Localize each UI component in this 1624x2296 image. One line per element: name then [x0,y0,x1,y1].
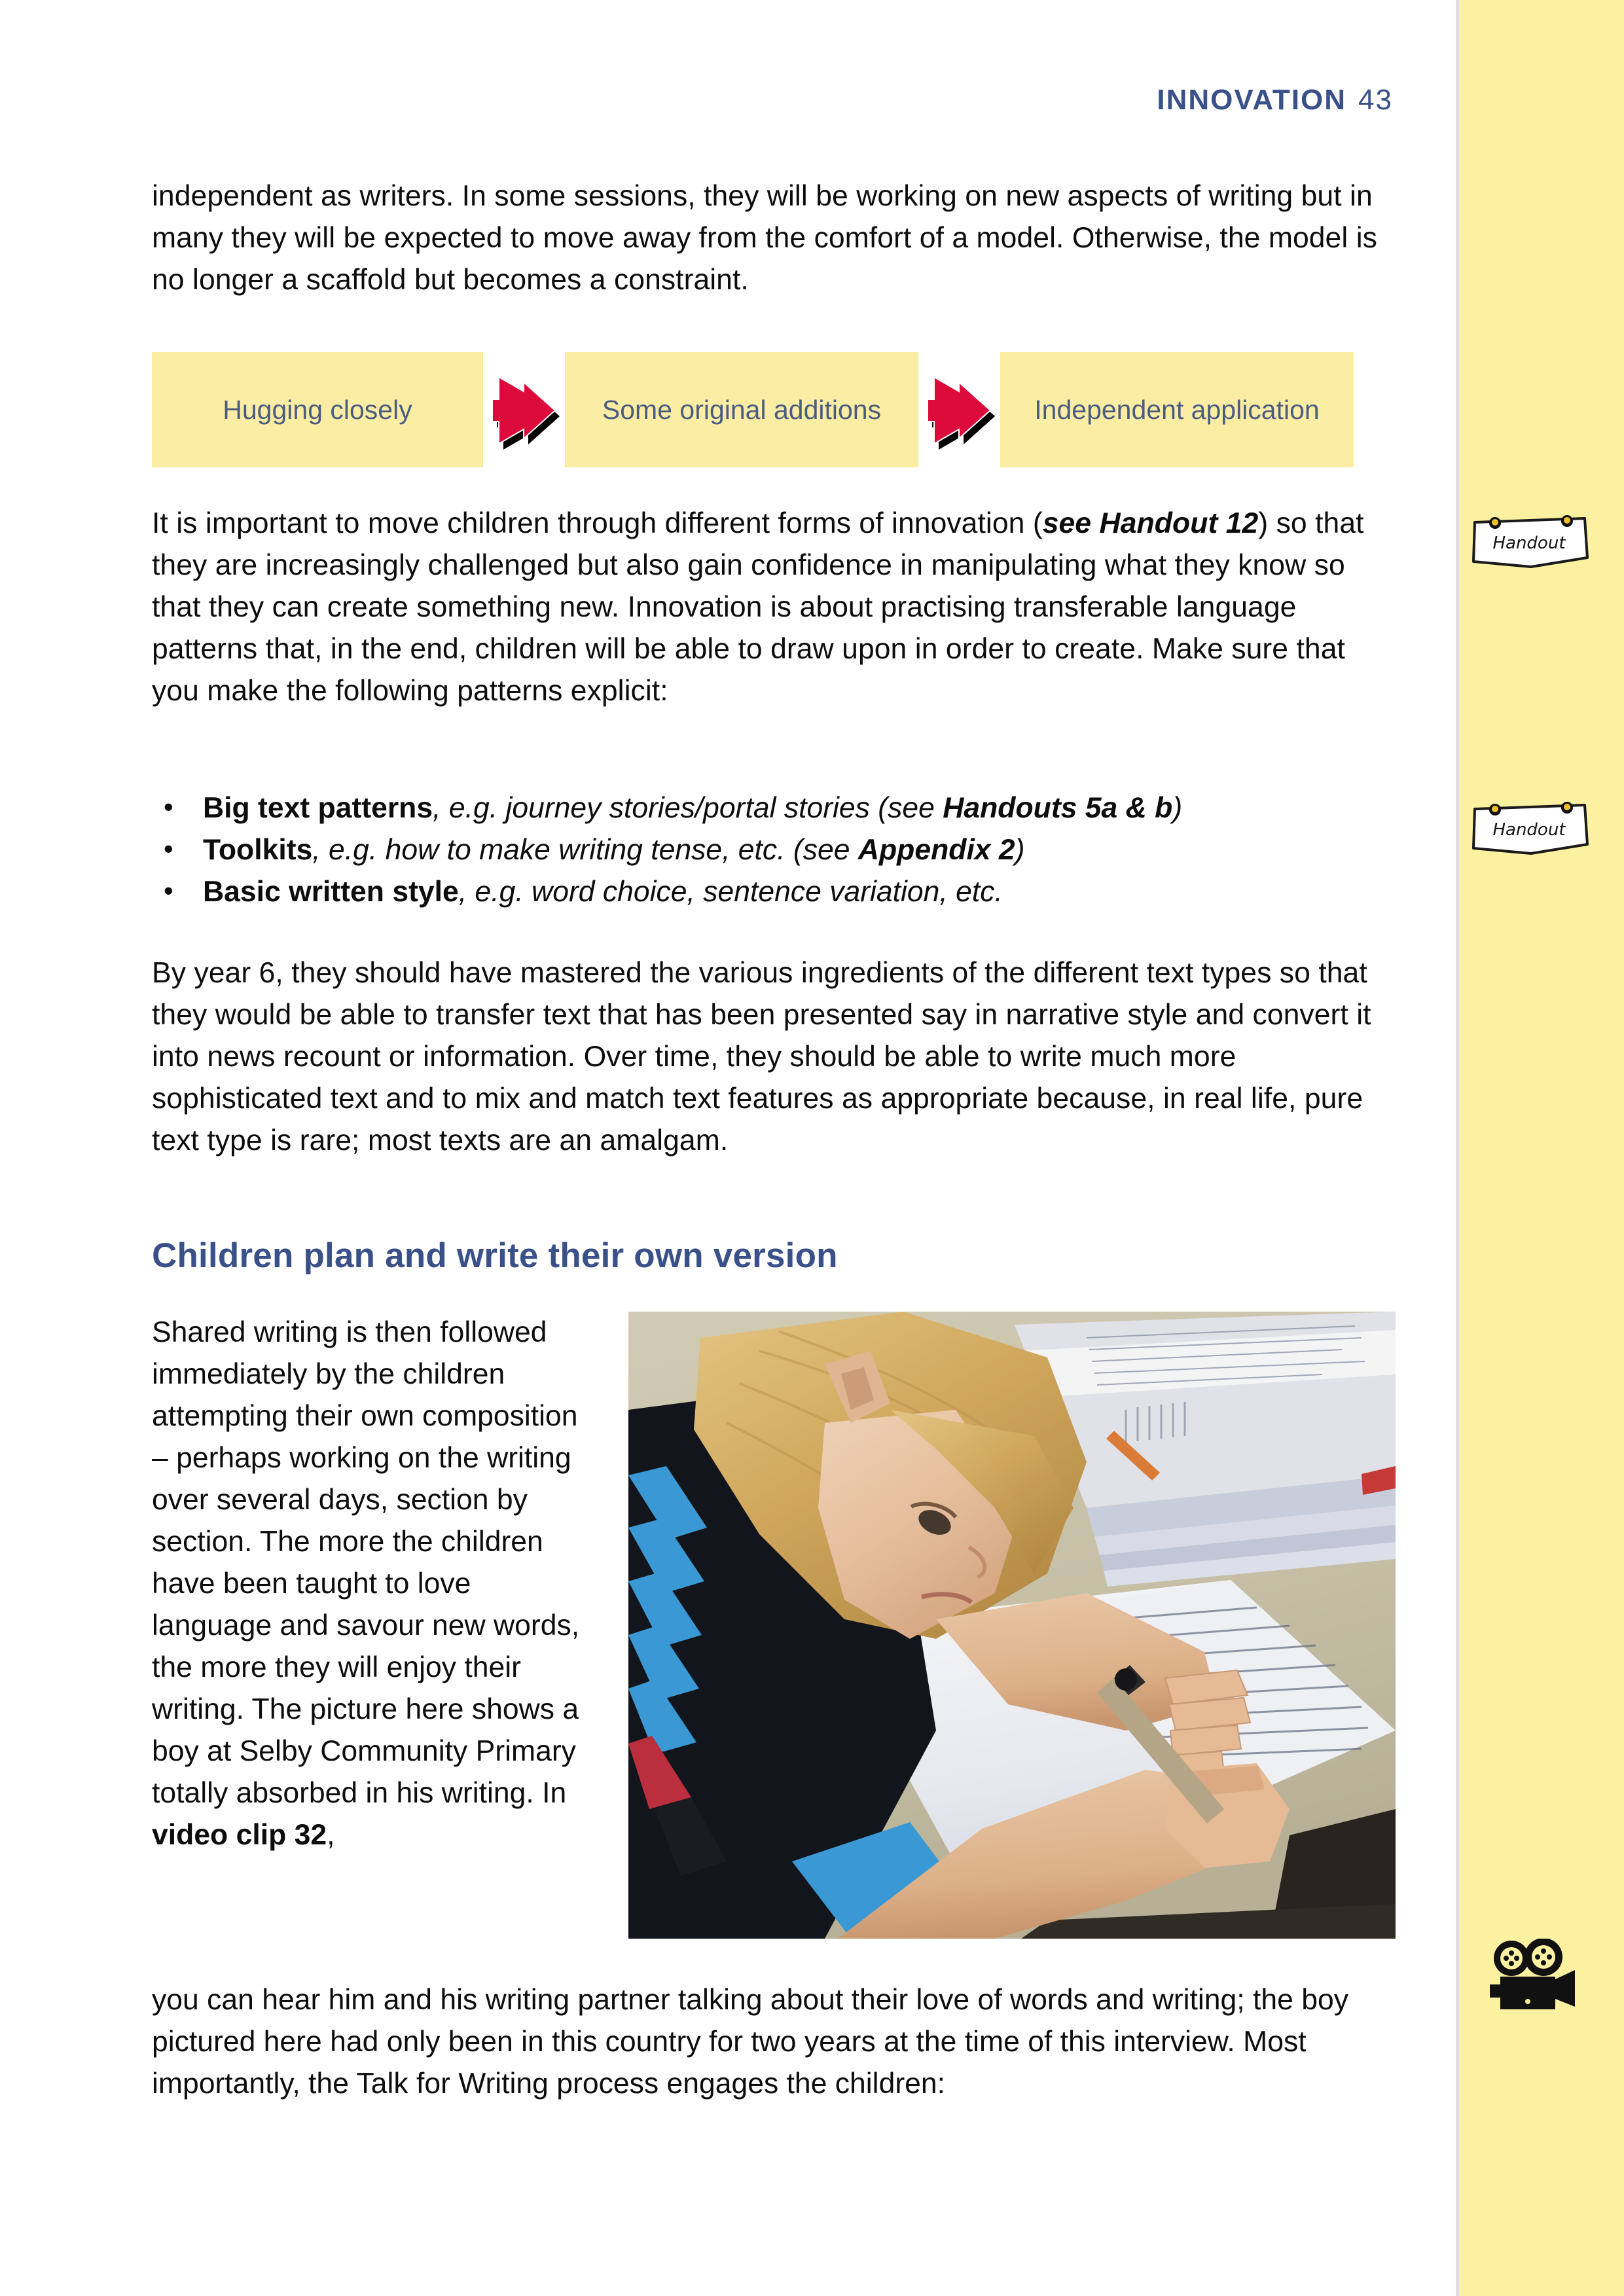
year6-paragraph: By year 6, they should have mastered the various ingredients of the different text types so that they would be able to transfer text that has been presented say in narrative style and convert it into news recount or information. Over time, they should be able to write much more sophisticated text and to mix and match text features as appropriate because, in real life, pure text type is rare; most texts are an amalgam. [152,957,1371,1157]
bullet-example-text: , e.g. how to make writing tense, etc. (see [312,834,858,866]
flow-step-label: Hugging closely [223,395,412,425]
figure-wrap-text-a: Shared writing is then followed immediately by the children attempting their own composition – perhaps working on the writing over several days, section by section. The more the children have been taught to love language and savour new words, the more they will enjoy their writing. The picture here shows a boy at Selby Community Primary totally absorbed in his writing. In [152,1316,580,1809]
bullet-example-text: , e.g. word choice, sentence variation, etc. [458,876,1003,908]
handout-note-icon[interactable] [1468,801,1590,857]
innovation-paragraph-block [152,503,1396,712]
bullet-example-text: , e.g. journey stories/portal stories (see [433,792,943,824]
flow-step-label: Some original additions [602,395,882,425]
figure-wrap-text [152,1312,588,1856]
intro-paragraph-block [152,175,1396,301]
video-clip-reference: video clip 32 [152,1819,327,1851]
flow-arrow-icon [918,352,1000,467]
flow-step-label: Independent application [1034,395,1320,425]
flow-step-independent-application [1000,352,1354,467]
flow-step-some-original-additions [565,352,918,467]
handout-note-label: Handout [1492,533,1566,553]
bullet-reference: Handouts 5a & b [943,792,1173,824]
boy-writing-photo [628,1312,1396,1939]
video-camera-icon[interactable] [1485,1939,1583,2012]
intro-paragraph: independent as writers. In some sessions, they will be working on new aspects of writing but in many they will be expected to move away from the comfort of a model. Otherwise, the model is no longer a scaffold but becomes a constraint. [152,180,1377,296]
handout-reference-number: Handout 12 [1099,507,1259,539]
list-item [152,829,1396,871]
innovation-flow-diagram [152,352,1396,467]
year6-paragraph-block [152,952,1396,1162]
bullet-tail: ) [1172,792,1183,824]
innovation-text-a: It is important to move children through different forms of innovation ( [152,507,1043,539]
page-number: 43 [1358,84,1393,116]
bullet-lead-label: Toolkits [203,834,313,866]
handout-note-label: Handout [1492,820,1566,840]
flow-step-hugging-closely [152,352,483,467]
list-item [152,871,1396,913]
bullet-lead-label: Big text patterns [203,792,433,824]
patterns-list [152,787,1396,913]
bullet-lead-label: Basic written style [203,876,459,908]
innovation-text-b: ) so that they are increasingly challenged but also gain confidence in manipulating what they know so that they can create something new. Innovation is about practising transferable language patterns that, in the end, children will be able to draw upon in order to create. Make sure that you make the following patterns explicit: [152,507,1364,707]
running-head [0,84,1393,117]
patterns-list-block [152,787,1396,913]
innovation-paragraph [152,503,1396,712]
section-heading-block [152,1236,1396,1276]
handout-note-icon[interactable] [1468,514,1590,571]
bullet-tail: ) [1015,834,1025,866]
flow-arrow-icon [483,352,565,467]
section-heading: Children plan and write their own version [152,1236,838,1275]
handout-reference-see: see [1042,507,1092,539]
figure-wrap-text-b: , [327,1819,335,1851]
running-head-title: INNOVATION [1157,84,1347,116]
tail-paragraph: you can hear him and his writing partner talking about their love of words and writing; the boy pictured here had only been in this country for two years at the time of this interview. Most importantly, the Talk for Writing process engages the children: [152,1984,1348,2100]
bullet-reference: Appendix 2 [857,834,1015,866]
list-item [152,787,1396,829]
